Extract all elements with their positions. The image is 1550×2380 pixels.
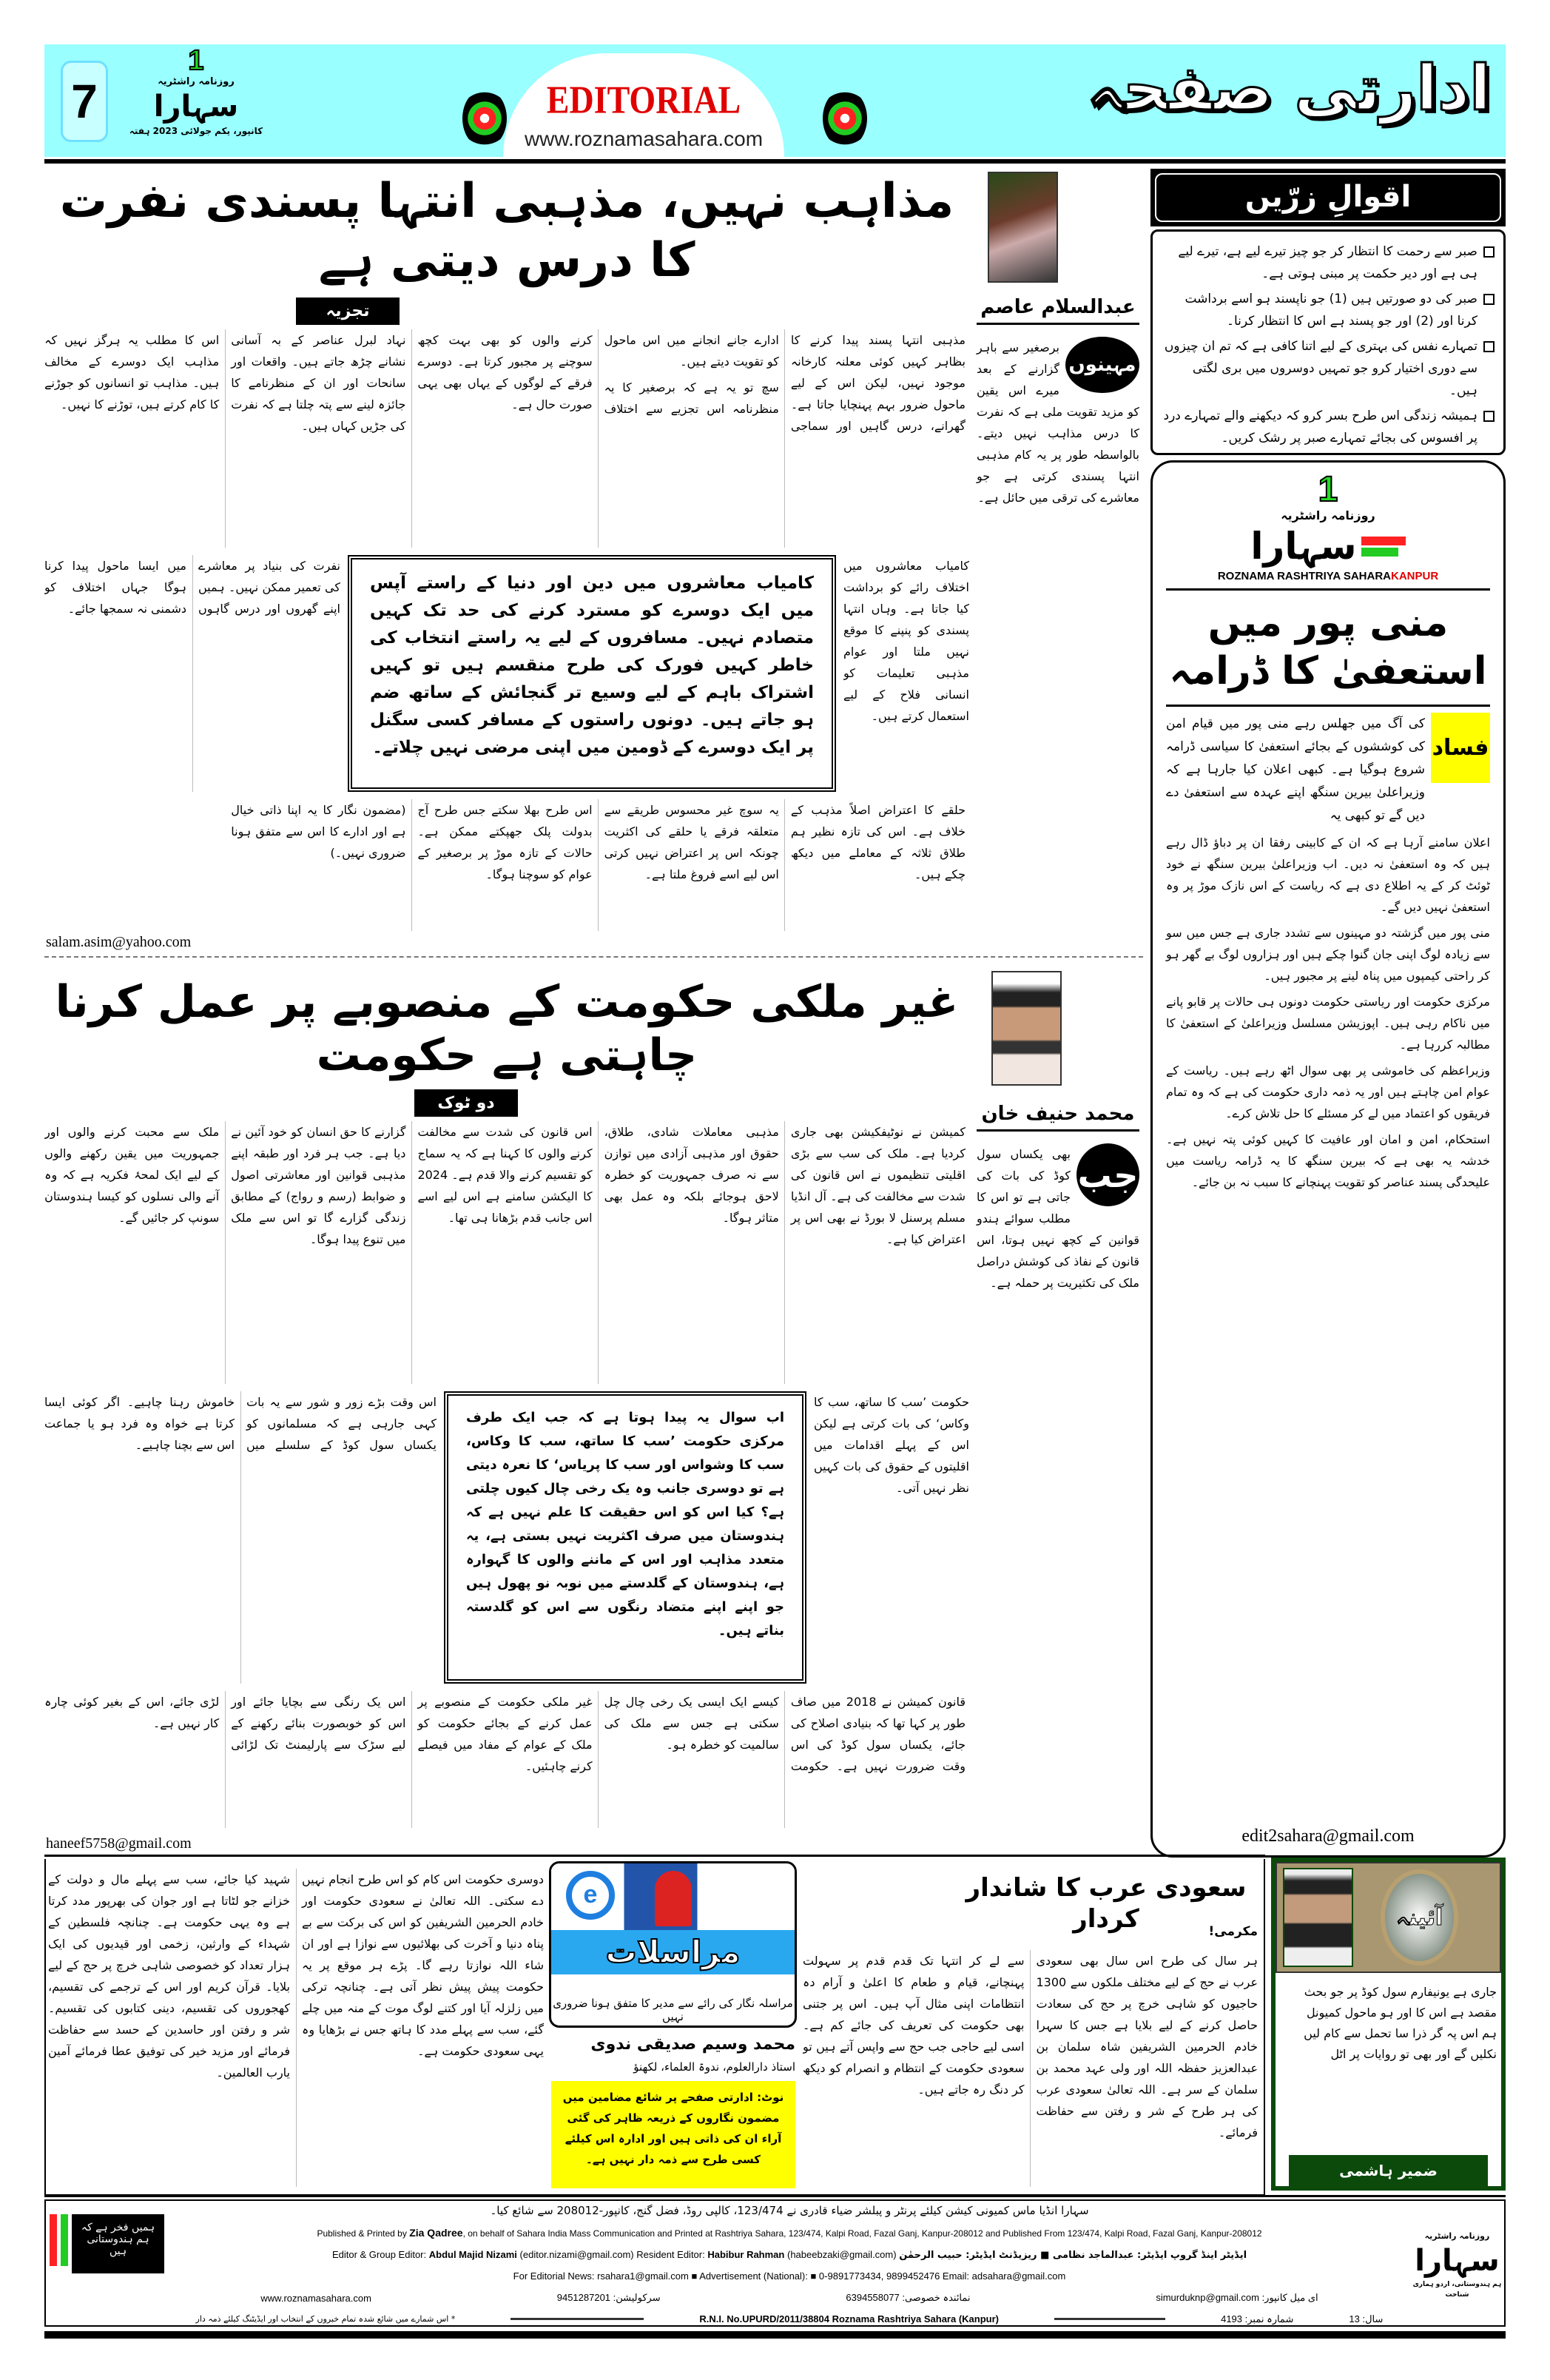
poem-line: جاری ہے یونیفارم سول کوڈ پر جو بحث — [1304, 1985, 1497, 1999]
editorial-arc — [503, 53, 784, 157]
editorial-body — [1166, 832, 1490, 1197]
letters-title: مراسلات — [551, 1930, 795, 1974]
logo-subtitle: روزنامہ راشٹریہ — [158, 76, 235, 87]
checkbox-icon — [1483, 246, 1495, 258]
letter-body — [48, 1869, 544, 2187]
paragraph: حلقے کا اعتراض اصلاً مذہب کے خلاف ہے۔ اس کی تازہ نظیر ہم طلاق ثلاثہ کے معاملے میں دیکھ چکے ہیں۔ — [790, 803, 966, 881]
logo-one-icon: 1 — [1318, 470, 1338, 509]
footer-slogan: ہمیں فخر ہے کہ ہم ہندوستانی ہیں — [72, 2214, 164, 2273]
poem-line: ہم اس پہ گر ذرا سا تحمل سے کام لیں — [1304, 2026, 1497, 2040]
article-side-column — [977, 296, 1139, 932]
letter-heading: سعودی عرب کا شاندار کردار — [966, 1873, 1247, 1934]
quotes-box — [1150, 229, 1506, 455]
article-side-column — [977, 1103, 1139, 1828]
editor-prefix: Editor & Group Editor: — [331, 2248, 429, 2260]
article-headline: غیر ملکی حکومت کے منصوبے پر عمل کرنا چاہتی ہے حکومت — [55, 976, 959, 1081]
masthead-logo — [118, 46, 274, 155]
author-photo — [988, 172, 1058, 283]
paragraph: ہر سال کی طرح اس سال بھی سعودی عرب نے حج کے لیے مختلف ملکوں سے 1300 حاجیوں کو شاہی خرچ پر حج کی سعادت حاصل کرنے کے لیے بلایا ہے جس کا سہرا خادم الحرمین الشریفین شاہ سلمان بن عبدالعزیز حفظہ اللہ اور ولی عہد محمد بن سلمان کے سر ہے۔ اللہ تعالیٰ سعودی عرب کی ہر طرح کے شر و رفتن سے حفاظت فرمائے۔ — [1036, 1954, 1258, 2139]
paragraph: ملک سے محبت کرنے والوں اور جمہوریت میں یقین رکھنے والوں کے لیے ایک لمحۂ فکریہ ہے کہ وہ آنے والی نسلوں کو کیسا ہندوستان سونپ کر جائیں گے۔ — [44, 1125, 220, 1225]
paragraph: برصغیر سے باہر گزارنے کے بعد میرے اس یقین کو مزید تقویت ملی ہے کہ نفرت کا درس مذاہب نہیں دیتے۔ بالواسطہ طور پر یہ کام مذہبی انتہا پسندی کرتی ہے جو معاشرے کی ترقی میں حائل ہے۔ — [977, 340, 1139, 505]
resident-name: Habibur Rahman — [707, 2248, 785, 2260]
flag-stripes — [1361, 537, 1406, 557]
editor-name: Abdul Majid Nizami — [428, 2248, 517, 2260]
kanpur-email[interactable]: ای میل کانپور: simurduknp@gmail.com — [1156, 2292, 1318, 2304]
logo-word: سہارا — [1250, 525, 1357, 568]
editor-line — [175, 2249, 1404, 2262]
divider — [44, 2195, 1506, 2197]
drop-cap: فساد — [1431, 713, 1490, 783]
divider — [44, 159, 1506, 164]
checkbox-icon — [1483, 294, 1495, 305]
paragraph: اس وقت بڑے زور و شور سے یہ بات کہی جارہی ہے کہ مسلمانوں کو یکساں سول کوڈ کے سلسلے میں خاموش رہنا چاہیے۔ اگر کوئی ایسا کرتا ہے خواہ وہ فرد ہو یا جماعت اس سے بچنا چاہیے۔ — [44, 1395, 437, 1452]
publisher-prefix: Published & Printed by — [317, 2228, 410, 2239]
editorial-headline: منی پور میں استعفیٰ کا ڈرامہ — [1169, 601, 1487, 693]
paragraph: سے لے کر انتہا تک قدم قدم پر سہولت پہنچانے، قیام و طعام کا اعلیٰ و آرام دہ انتظامات اپنی مثال آپ ہیں۔ اس پر جتنی بھی حکومت کی تعریف کی جائے کم ہے۔ اسی لیے حاجی جب حج سے واپس آتے ہیں تو سعودی حکومت کے انتظام و انصرام کو دیکھ کر دنگ رہ جاتے ہیں۔ — [803, 1954, 1025, 2097]
article-body — [44, 555, 340, 792]
paragraph: غیر ملکی حکومت کے منصوبے پر عمل کرنے کے بجائے حکومت کو ملک کے عوام کے مفاد میں فیصلے کرنے چاہئیں۔ — [417, 1695, 593, 1773]
letters-banner-image — [551, 1863, 795, 1930]
editor-urdu: ایڈیٹر اینڈ گروپ ایڈیٹر: عبدالماجد نظامی ■ ریزیڈنٹ ایڈیٹر: حبیب الرحمٰن — [899, 2249, 1247, 2261]
logo-name: ROZNAMA RASHTRIYA SAHARA — [1217, 570, 1391, 582]
resident-email: (habeebzaki@gmail.com) — [786, 2248, 897, 2260]
divider — [511, 2318, 644, 2320]
article-body — [44, 1391, 437, 1684]
poem-banner — [1276, 1862, 1501, 1973]
year-number: سال: 13 — [1349, 2313, 1384, 2324]
website-link[interactable]: www.roznamasahara.com — [524, 127, 764, 150]
issue-date: کانپور، یکم جولائی 2023 ہفتہ — [129, 126, 263, 136]
paragraph: مذہبی معاملات شادی، طلاق، حقوق اور مذہبی آزادی میں توازن سے نہ صرف جمہوریت کو خطرہ لاحق ہوجائے بلکہ وہ عمل بھی متاثر ہوگا۔ — [604, 1125, 779, 1225]
editorial-logo — [1166, 471, 1490, 584]
emblem-icon — [462, 89, 507, 148]
logo-tagline: ہم ہندوستانی، اردو ہماری شناخت — [1412, 2281, 1502, 2299]
logo-subtitle: روزنامہ راشٹریہ — [1281, 508, 1375, 522]
section-tag: تجزیہ — [296, 298, 400, 325]
quote-text: صبر سے رحمت کا انتظار کر جو چیز تیرے لیے ہے، تیرے لیے ہی ہے اور دیر حکمت پر مبنی ہوتی ہے۔ — [1178, 244, 1477, 281]
postbox-icon — [655, 1871, 692, 1926]
paragraph: (مضمون نگار کا یہ اپنا ذاتی خیال ہے اور ادارے کا اس سے متفق ہونا ضروری نہیں۔) — [231, 803, 406, 860]
quote-text: صبر کی دو صورتیں ہیں (1) جو ناپسند ہو اسے برداشت کرنا اور (2) اور جو پسند ہے اس کا انتظار کرنا۔ — [1185, 292, 1477, 329]
letter-body — [803, 1876, 1258, 2187]
quote-item — [1162, 241, 1495, 285]
article-body — [44, 329, 966, 548]
article-headline: مذاہب نہیں، مذہبی انتہا پسندی نفرت کا درس دیتی ہے — [59, 174, 954, 288]
paragraph: اس طرح بھلا سکتے جس طرح آج بدولت پلک جھپکتے ممکن ہے۔ حالات کے تازہ موڑ پر برصغیر کے عوام کو سوچنا ہوگا۔ — [417, 803, 593, 881]
responsibility-note: * اس شمارے میں شائع شدہ تمام خبروں کے انتخاب اور ایڈیٹنگ کیلئے ذمہ دار — [195, 2314, 456, 2324]
editorial-email[interactable]: edit2sahara@gmail.com — [1241, 1826, 1415, 1846]
letter-affiliation: استاذ دارالعلوم، ندوۃ العلماء، لکھنؤ — [633, 2060, 795, 2074]
quote-item — [1162, 405, 1495, 449]
quote-text: ہمیشہ زندگی اس طرح بسر کرو کہ دیکھنے والے تمہارے درد پر افسوس کی بجائے تمہارے صبر پر رشک کریں۔ — [1163, 409, 1477, 446]
divider — [1054, 2318, 1165, 2320]
flag-stripe — [1361, 537, 1406, 545]
paragraph: نفرت کی بنیاد پر معاشرے کی تعمیر ممکن نہیں۔ ہمیں اپنے گھروں اور درس گاہوں میں ایسا ماحول پیدا کرنا ہوگا جہاں اختلاف کو دشمنی نہ سمجھا جائے۔ — [44, 559, 340, 616]
quote-text: تمہارے نفس کی بہتری کے لیے اتنا کافی ہے کہ تم ان چیزوں سے دوری اختیار کرو جو تمہیں دوسروں میں بری لگتی ہیں۔ — [1164, 339, 1477, 398]
drop-cap: مہینوں — [1065, 337, 1139, 393]
paragraph: اس کا مطلب یہ ہرگز نہیں کہ مذاہب ایک دوسرے کے مخالف ہیں۔ مذاہب تو انسانوں کو جوڑنے کا کام کرتے ہیں، توڑنے کا نہیں۔ — [44, 333, 220, 411]
issue-number: شمارہ نمبر: 4193 — [1221, 2313, 1294, 2324]
logo-city: KANPUR — [1391, 570, 1439, 582]
publisher-name: Zia Qadree — [409, 2226, 463, 2239]
poet-name: ضمیر ہاشمی — [1289, 2155, 1488, 2186]
pull-quote: کامیاب معاشروں میں دین اور دنیا کے راستے آپس میں ایک دوسرے کو مسترد کرنے کی حد تک کہیں متصادم نہیں۔ مسافروں کے لیے یہ راستے انتخاب کی خاطر کہیں فورک کی طرح منقسم ہیں تو کہیں اشتراک باہم کے لیے وسیع تر گنجائش کے ساتھ ضم ہو جاتے ہیں۔ دونوں راستوں کے مسافر کسی سگنل پر ایک دوسرے کے ڈومین میں اپنی مرضی نہیں چلاتے۔ — [348, 555, 836, 792]
logo-word: سہارا — [153, 90, 239, 124]
paragraph: نہاد لبرل عناصر کے بہ آسانی نشانے چڑھ جاتے ہیں۔ واقعات اور سانحات اور ان کے منظرنامے کا جائزہ لینے سے پتہ چلتا ہے کہ نفرت کی جڑیں کہاں ہیں۔ — [231, 333, 406, 433]
paragraph: سچ تو یہ ہے کہ برصغیر کا یہ منظرنامہ اس تجزیے سے اختلاف کرنے والوں کو بھی بہت کچھ سوچنے پر مجبور کرتا ہے۔ دوسرے فرقے کے لوگوں کے یہاں بھی یہی صورت حال ہے۔ — [417, 333, 779, 416]
poet-photo — [1283, 1868, 1353, 1967]
footer-logo — [1411, 2231, 1503, 2300]
author-photo — [991, 971, 1062, 1086]
poem-line: نکلیں گے اور بھی تو روایات پر اٹل — [1330, 2047, 1497, 2061]
page-header — [44, 44, 1506, 157]
resident-prefix: Resident Editor: — [636, 2248, 708, 2260]
article-body — [44, 1691, 966, 1828]
paragraph: بھی یکساں سول کوڈ کی بات کی جاتی ہے تو اس کا مطلب سوائے ہندو قوانین کے کچھ نہیں ہوتا، اس قانون کے نفاذ کی کوشش دراصل ملک کی تکثیریت پر حملہ ہے۔ — [977, 1147, 1139, 1290]
article-body — [44, 1121, 966, 1384]
flag-stripe — [1361, 548, 1398, 557]
author-name: عبدالسلام عاصم — [977, 296, 1139, 325]
paragraph: اس قانون کی شدت سے مخالفت کرنے والوں کا کہنا ہے کہ یہ سماج کو تقسیم کرنے والا قدم ہے۔ 2024 کا الیکشن سامنے ہے اس لیے اسے اس جانب قدم بڑھانا ہی تھا۔ — [417, 1125, 593, 1225]
quotes-title: اقوالِ زرّیں — [1155, 173, 1501, 222]
article-body — [44, 799, 966, 931]
paragraph: اعلان سامنے آرہا ہے کہ ان کے کابینی رفقا ان پر دباؤ ڈال رہے ہیں کہ وہ استعفیٰ نہ دیں۔ اب وزیراعلیٰ بیرین سنگھ نے خود ٹوئٹ کر کے یہ اطلاع دی ہے کہ ریاست کے اس نازک موڑ پر وہ استعفیٰ نہیں دیں گے۔ — [1166, 836, 1490, 914]
contact-row — [175, 2292, 1404, 2304]
poem-lines — [1276, 1973, 1501, 2065]
paragraph: اس یک رنگی سے بچایا جائے اور اس کو خوبصورت بنائے رکھنے کے لیے سڑک سے پارلیمنٹ تک لڑائی لڑی جائے، اس کے بغیر کوئی چارہ کار نہیں ہے۔ — [44, 1695, 406, 1752]
poem-box — [1271, 1858, 1506, 2191]
poem-title: آئینہ — [1381, 1869, 1458, 1966]
paragraph: کمیشن نے نوٹیفکیشن بھی جاری کردیا ہے۔ ملک کی سب سے بڑی اقلیتی تنظیموں نے اس قانون کی شدت سے مخالفت کی ہے۔ آل انڈیا مسلم پرسنل لا بورڈ نے بھی اس پر اعتراض کیا ہے۔ — [790, 1125, 966, 1246]
paragraph: وزیراعظم کی خاموشی پر بھی سوال اٹھ رہے ہیں۔ ریاست کے عوام امن چاہتے ہیں اور یہ ذمہ داری حکومت کی ہے کہ وہ تمام فریقوں کو اعتماد میں لے کر مسئلے کا حل تلاش کرے۔ — [1166, 1063, 1490, 1120]
circulation-phone: سرکولیشن: 9451287201 — [556, 2292, 661, 2304]
paragraph: مرکزی حکومت اور ریاستی حکومت دونوں ہی حالات پر قابو پانے میں ناکام رہی ہیں۔ اپوزیشن مسلسل وزیراعلیٰ کے استعفیٰ کا مطالبہ کررہا ہے۔ — [1166, 995, 1490, 1052]
publisher-english — [175, 2228, 1404, 2239]
paragraph: گزارنے کا حق انسان کو خود آئین نے دیا ہے۔ جب ہر فرد اور طبقہ اپنے مذہبی قوانین اور معاشرتی اصول و ضوابط (رسم و رواج) کے مطابق زندگی گزارے گا تو اس سے ملک میں تنوع پیدا ہوگا۔ — [231, 1125, 406, 1246]
paragraph: شہید کیا جائے، سب سے پہلے مال و دولت کے خزانے جو لٹاتا ہے اور جوان کی بھرپور مدد کرتا ہے وہ یہی حکومت ہے۔ چنانچہ فلسطین کے شہداء کے وارثین، زخمی اور قیدیوں کی ایک ہزار تعداد کو خصوصی شاہی خرچ پر حج کے لیے بلایا۔ قرآن کریم اور اس کے ترجمے کی تقسیم، کھجوروں کی تقسیم، دینی کتابوں کی تقسیم۔ شر و رفتن اور حاسدین کے حسد سے حفاظت فرمائے اور مزید خیر کی توفیق عطا فرمائے آمین یارب العالمین۔ — [48, 1872, 290, 2080]
footer-lines — [175, 2204, 1404, 2325]
divider — [44, 2331, 1506, 2339]
quotes-header — [1150, 169, 1506, 226]
pull-quote: اب سوال یہ پیدا ہوتا ہے کہ جب ایک طرف مرکزی حکومت ’سب کا ساتھ، سب کا وکاس، سب کا وشواس اور سب کا پریاس‘ کا نعرہ دیتی ہے تو دوسری جانب وہ یک رخی چال کیوں چلتی ہے؟ کیا اس کو اس حقیقت کا علم نہیں ہے کہ ہندوستان میں صرف اکثریت نہیں بستی ہے، یہ متعدد مذاہب اور اس کے ماننے والوں کا گہوارہ ہے، ہندوستان کے گلدستے میں نوبہ نو پھول ہیں جو اپنے اپنے متضاد رنگوں سے اس کو گلدستہ بناتے ہیں۔ — [444, 1391, 806, 1684]
emblem-icon — [823, 89, 867, 148]
publisher-rest: , on behalf of Sahara India Mass Communication and Printed at Rashtriya Sahara, 123/474, Kalpi Road, Fazal Ganj, Kanpur-208012 and Published From 123/474, Kalpi Road, Fazal Ganj, Kanpur-208012 — [462, 2228, 1262, 2239]
page-number: 7 — [61, 61, 108, 142]
paragraph: قانون کمیشن نے 2018 میں صاف طور پر کہا تھا کہ بنیادی اصلاح کی جائے، یکساں سول کوڈ کی اس وقت ضرورت نہیں ہے۔ حکومت کیسے ایک ایسی یک رخی چال چل سکتی ہے جس سے ملک کی سالمیت کو خطرہ ہو۔ — [604, 1695, 966, 1773]
editor-email: (editor.nizami@gmail.com) — [519, 2248, 634, 2260]
author-email[interactable]: haneef5758@gmail.com — [46, 1835, 192, 1852]
quote-item — [1162, 288, 1495, 332]
author-name: محمد حنیف خان — [977, 1103, 1139, 1132]
paragraph: دوسری حکومت اس کام کو اس طرح انجام نہیں دے سکتی۔ اللہ تعالیٰ نے سعودی حکومت اور خادم الحرمین الشریفین کو اس کی برکت سے بے پناہ دنیا و آخرت کی بھلائیوں سے نوازا ہے اور ان شاء اللہ نوازتا رہے گا۔ پڑے ہر موقع پر یہ حکومت پیش پیش نظر آتی ہے۔ چنانچہ ترکی میں زلزلہ آیا اور کتنے لوگ موت کے منہ میں چلے گئے، سب سے پہلے مدد کا ہاتھ جس نے بڑھایا وہ یہی سعودی حکومت ہے۔ — [302, 1872, 544, 2058]
editorial-box — [1150, 460, 1506, 1858]
quote-item — [1162, 335, 1495, 402]
publisher-urdu: سہارا انڈیا ماس کمیونی کیشن کیلئے پرنٹر و پبلشر ضیاء قادری نے 123/474، کالپی روڈ، فضل گنج، کانپور-208012 سے شائع کیا۔ — [490, 2204, 1089, 2217]
paragraph: یہ سوچ غیر محسوس طریقے سے متعلقہ فرقے یا حلقے کی اکثریت چونکہ اس پر اعتراض نہیں کرتی اس لیے اسے فروغ ملتا ہے۔ — [604, 803, 779, 881]
paragraph: منی پور میں گزشتہ دو مہینوں سے تشدد جاری ہے جس میں سو سے زیادہ لوگ اپنی جان گنوا چکے ہیں اور ہزاروں لوگ بے گھر ہو کر راحتی کیمپوں میں پناہ لینے پر مجبور ہیں۔ — [1166, 926, 1490, 983]
rni-number: R.N.I. No.UPURD/2011/38804 Roznama Rashtriya Sahara (Kanpur) — [699, 2313, 999, 2325]
article-body — [843, 555, 969, 792]
paragraph: حکومت ’سب کا ساتھ، سب کا وکاس‘ کی بات کرتی ہے لیکن اس کے پہلے اقدامات میں اقلیتوں کے حقوق کی بات کہیں نظر نہیں آتی۔ — [814, 1395, 969, 1495]
footer-imprint — [44, 2199, 1506, 2327]
letters-disclaimer: مراسلہ نگار کی رائے سے مدیر کا متفق ہونا ضروری نہیں — [553, 1997, 793, 2023]
author-email[interactable]: salam.asim@yahoo.com — [46, 934, 192, 950]
logo-one-icon: 1 — [188, 45, 204, 76]
logo-subtitle: روزنامہ راشٹریہ — [1424, 2231, 1490, 2241]
flag-stripe — [50, 2214, 57, 2266]
section-tag: دو ٹوک — [414, 1089, 518, 1117]
letter-salutation: مکرمی! — [1208, 1924, 1258, 1939]
divider — [44, 956, 1143, 958]
poem-line: مقصد ہے اس کا اور ہو ماحول کمیونل — [1306, 2006, 1497, 2020]
paragraph: مذہبی انتہا پسند پیدا کرنے کا بظاہر کہیں کوئی معلنہ کارخانہ موجود نہیں، لیکن اس کے لیے ماحول ضرور بہم پہنچایا جاتا ہے۔ گھرانے، درس گاہیں اور سماجی ادارے جانے انجانے میں اس ماحول کو تقویت دیتے ہیں۔ — [604, 333, 966, 433]
paragraph: کامیاب معاشروں میں اختلاف رائے کو برداشت کیا جاتا ہے۔ وہاں انتہا پسندی کو پنپنے کا موقع نہیں ملتا اور عوام مذہبی تعلیمات کو انسانی فلاح کے لیے استعمال کرتے ہیں۔ — [843, 559, 969, 723]
logo-english — [1218, 569, 1438, 584]
browser-icon: e — [566, 1871, 615, 1920]
editorial-label: EDITORIAL — [546, 78, 741, 121]
drop-cap: جب — [1076, 1143, 1139, 1206]
footer-website[interactable]: www.roznamasahara.com — [260, 2292, 371, 2304]
paragraph: استحکام، امن و امان اور عافیت کا کہیں کوئی پتہ نہیں ہے۔ خدشہ یہ بھی ہے کہ بیرین سنگھ کا یہ ڈرامہ ریاست میں علیحدگی پسند عناصر کو تقویت پہنچانے کا سبب نہ بن جائے۔ — [1166, 1132, 1490, 1189]
letters-banner — [549, 1861, 797, 2028]
divider — [44, 1855, 1265, 1857]
checkbox-icon — [1483, 411, 1495, 422]
checkbox-icon — [1483, 341, 1495, 352]
disclaimer-note: نوٹ: ادارتی صفحے پر شائع مضامین میں مضمون نگاروں کے ذریعہ ظاہر کی گئی آراء ان کی ذاتی ہیں اور ادارہ اس کیلئے کسی طرح سے ذمہ دار نہیں ہے۔ — [551, 2081, 795, 2188]
logo-word: سہارا — [1415, 2244, 1500, 2278]
registration-row — [175, 2313, 1404, 2325]
representative-phone: نمائندہ خصوصی: 6394558077 — [846, 2292, 971, 2304]
article-body — [814, 1391, 969, 1684]
contact-line: For Editorial News: rsahara1@gmail.com ■ Advertisement (National): ■ 0-9891773434, 9899452476 Email: adsahara@gmail.com — [513, 2270, 1066, 2282]
flag-stripe — [61, 2214, 68, 2266]
letter-signature: محمد وسیم صدیقی ندوی — [590, 2035, 795, 2054]
editorial-intro: کی آگ میں جھلس رہے منی پور میں قیام امن کی کوششوں کے بجائے استعفیٰ کا سیاسی ڈرامہ شروع ہوگیا ہے۔ کبھی اعلان کیا جارہا ہے کہ وزیراعلیٰ بیرین سنگھ اپنے عہدہ سے استعفیٰ دے دیں گے تو کبھی یہ — [1166, 716, 1425, 823]
page-title: ادارتی صفحہ — [1086, 52, 1491, 124]
